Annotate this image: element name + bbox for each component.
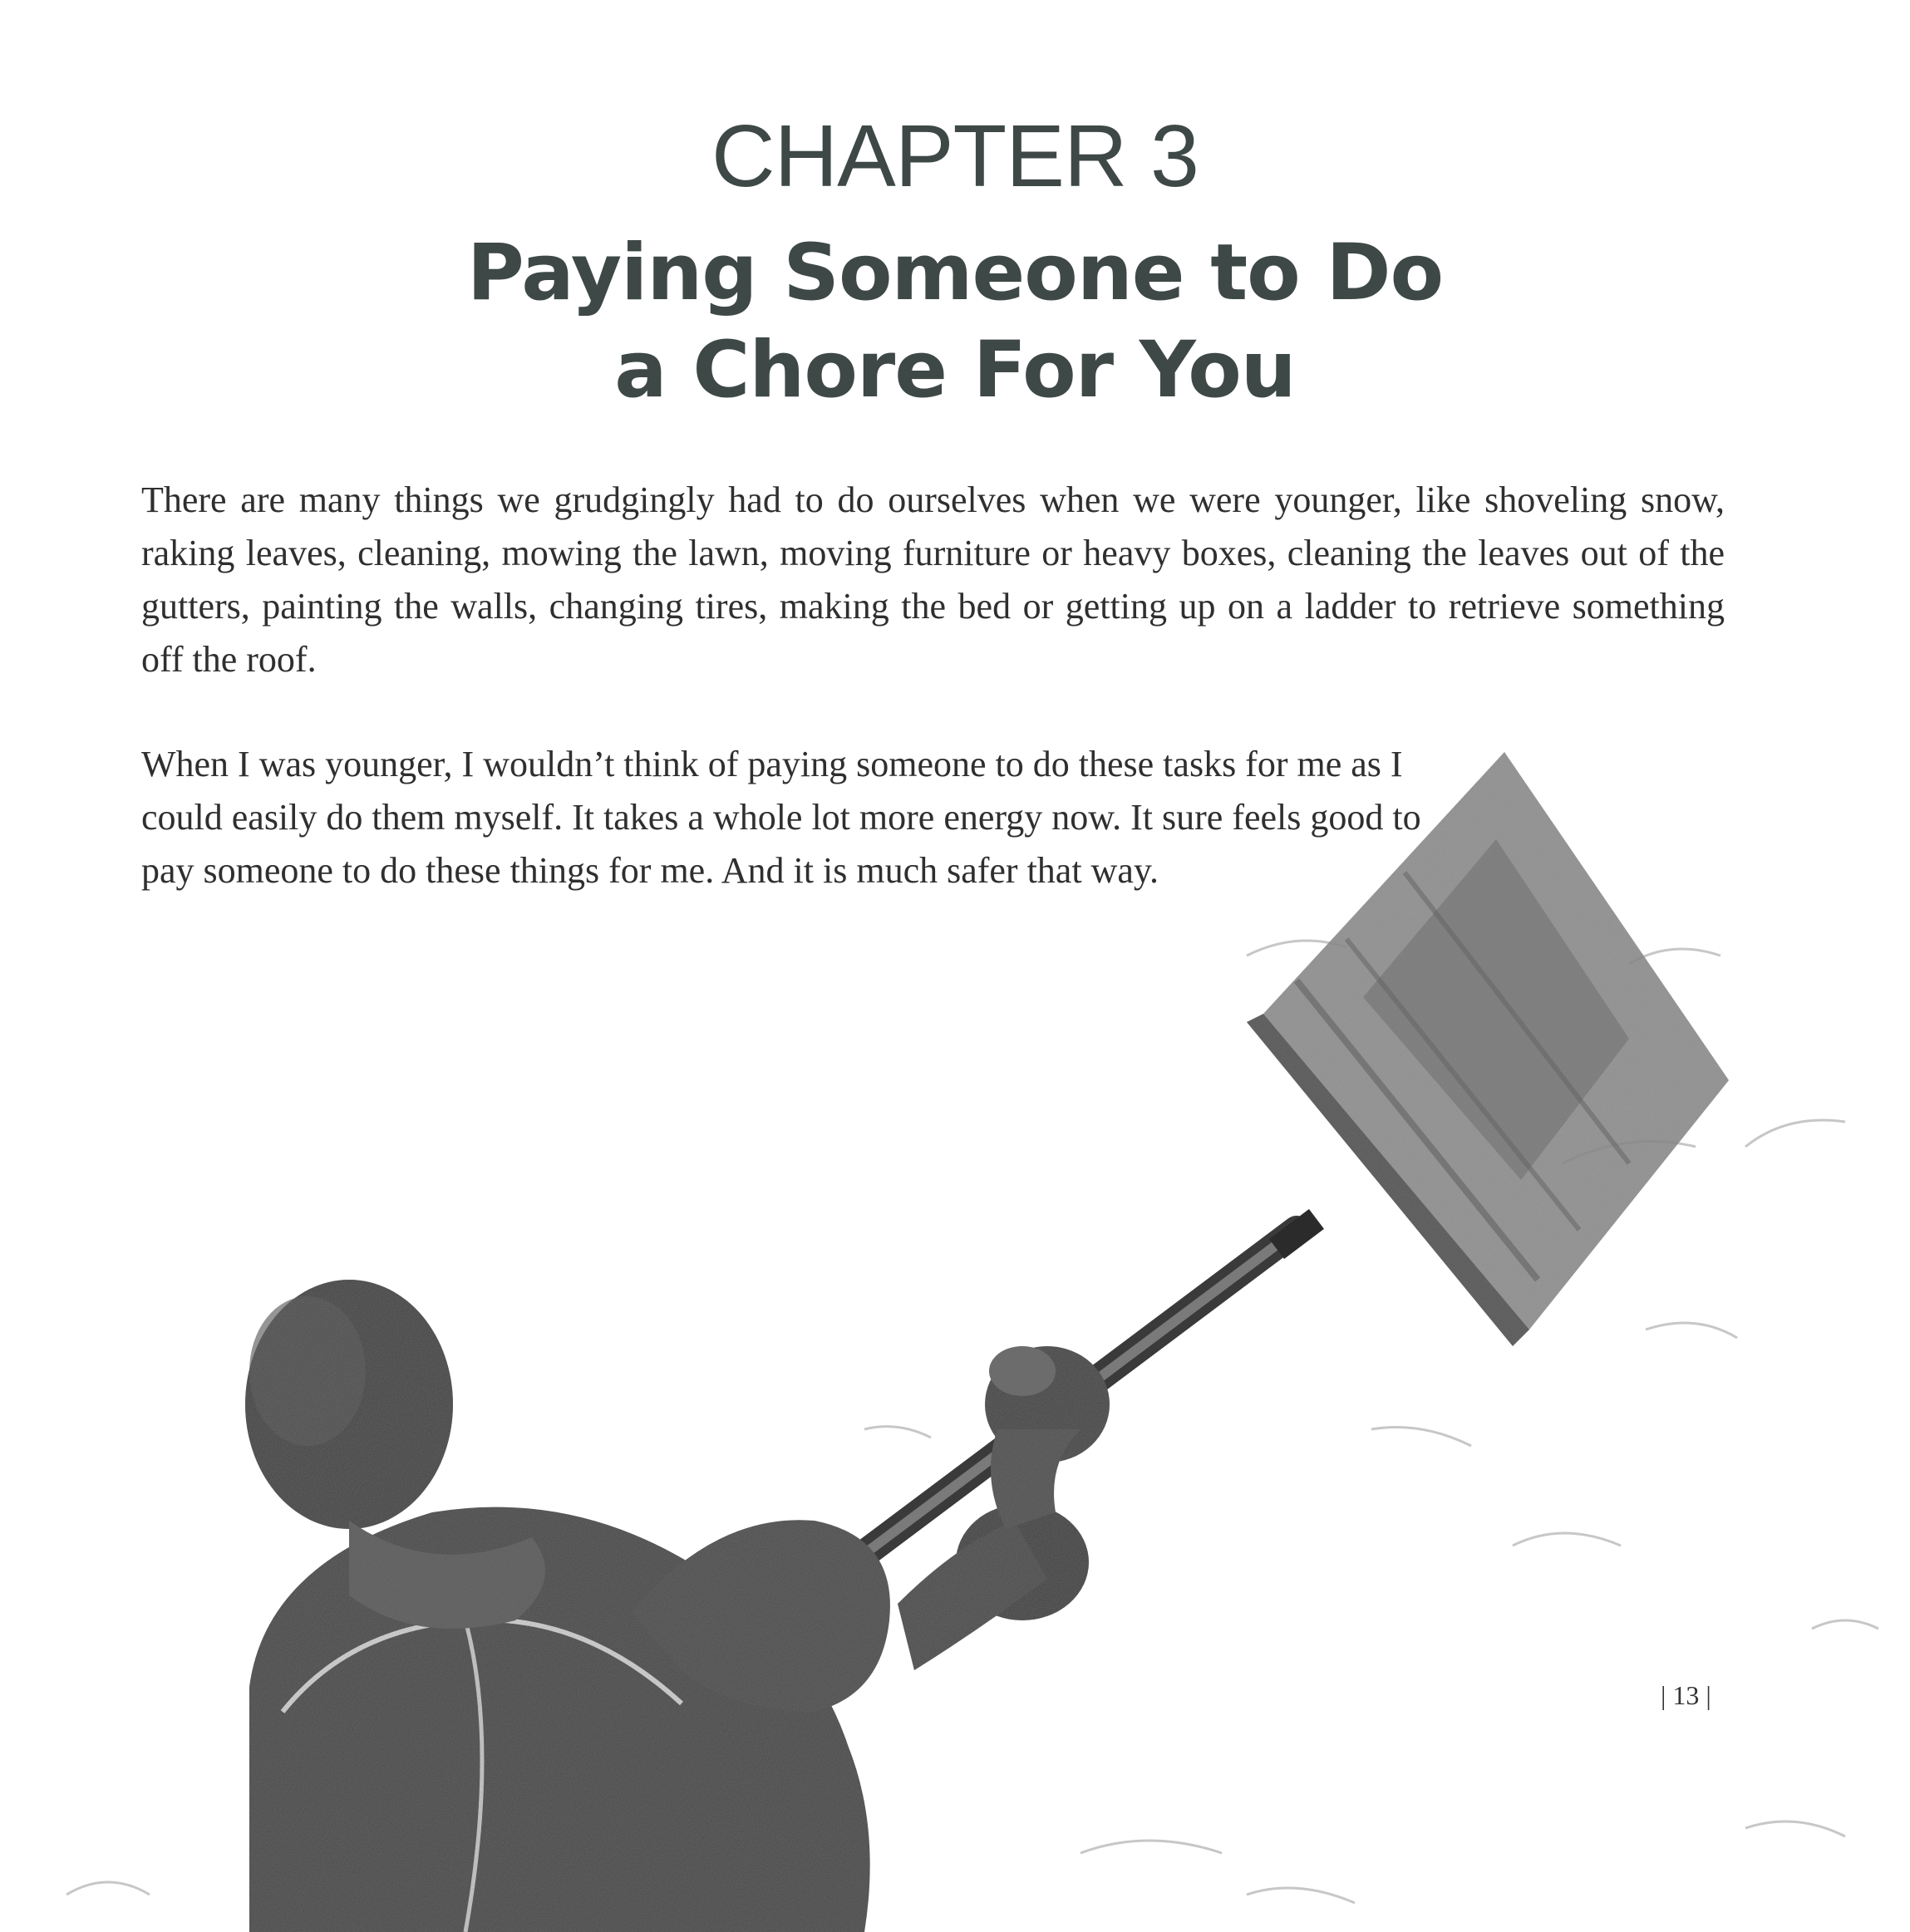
chapter-title-line-2: a Chore For You — [614, 325, 1296, 415]
paragraph-2: When I was younger, I wouldn’t think of paying someone to do these tasks for me as I could easily do them myself. It takes a whole lot more energy now. It sure feels good to pay someone to do these things for me. And it is much safer that way. — [141, 744, 1421, 891]
chapter-title-line-1: Paying Someone to Do — [466, 228, 1444, 318]
page-number: | 13 | — [1661, 1680, 1711, 1710]
person-figure — [245, 1280, 1110, 1932]
paragraph-1: There are many things we grudgingly had to do ourselves when we were younger, like shoveling snow, raking leaves, cleaning, mowing the lawn, moving furniture or heavy boxes, cleaning the leaves out of the gutters, painting the walls, changing tires, making the bed or getting up on a ladder to retrieve something off the roof. — [141, 479, 1725, 680]
chapter-label: CHAPTER 3 — [711, 107, 1199, 205]
shovel-blade-icon — [1247, 752, 1729, 1346]
